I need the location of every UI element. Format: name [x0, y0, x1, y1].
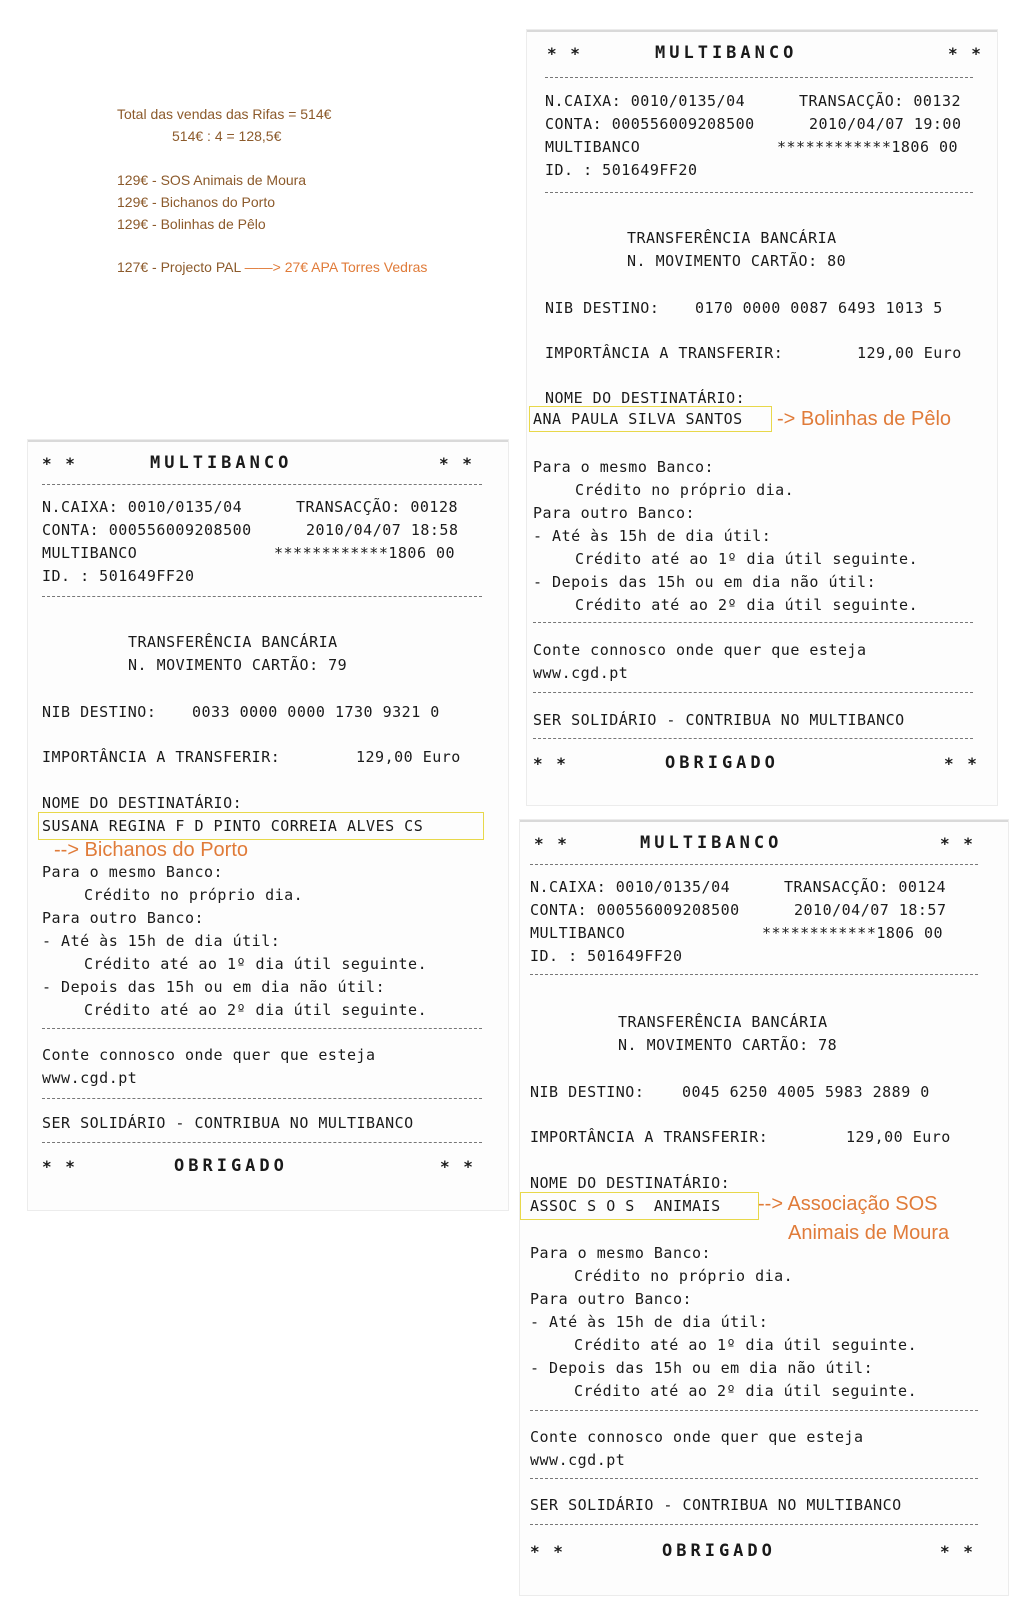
recipient-annotation: --> Associação SOS: [758, 1193, 938, 1215]
recipient-label: NOME DO DESTINATÁRIO:: [42, 794, 243, 812]
movement-number: N. MOVIMENTO CARTÃO: 79: [128, 656, 348, 674]
bank-title: MULTIBANCO: [655, 43, 798, 63]
same-bank-credit: Crédito no próprio dia.: [575, 481, 795, 499]
after-15h: - Depois das 15h ou em dia não útil:: [533, 573, 877, 591]
receipt-edge: [28, 440, 508, 442]
movement-number: N. MOVIMENTO CARTÃO: 80: [627, 252, 847, 270]
credit-next-day: Crédito até ao 1º dia útil seguinte.: [574, 1336, 918, 1354]
stars-left: * *: [534, 834, 569, 853]
note-item-sos: 129€ - SOS Animais de Moura: [117, 172, 307, 188]
note-item-pal: [117, 259, 427, 275]
note-item-bolinhas: 129€ - Bolinhas de Pêlo: [117, 216, 266, 232]
nib-value: 0170 0000 0087 6493 1013 5: [695, 299, 943, 317]
same-bank-credit: Crédito no próprio dia.: [574, 1267, 794, 1285]
bank-title: MULTIBANCO: [640, 833, 783, 853]
same-bank-label: Para o mesmo Banco:: [530, 1244, 712, 1262]
divider: [545, 192, 973, 193]
account-line: CONTA: 000556009208500: [42, 521, 252, 539]
multibanco-line: MULTIBANCO: [42, 544, 138, 562]
receipt-edge: [527, 30, 997, 32]
credit-second-day: Crédito até ao 2º dia útil seguinte.: [84, 1001, 428, 1019]
divider: [530, 974, 978, 975]
nib-label: NIB DESTINO:: [530, 1083, 645, 1101]
divider: [545, 77, 973, 78]
transaction-number: TRANSACÇÃO: 00132: [799, 92, 962, 110]
multibanco-line: MULTIBANCO: [530, 924, 626, 942]
caixa-line: N.CAIXA: 0010/0135/04: [530, 878, 731, 896]
recipient-annotation-line-2: Animais de Moura: [788, 1222, 950, 1244]
solidario-line: SER SOLIDÁRIO - CONTRIBUA NO MULTIBANCO: [533, 711, 905, 729]
contact-line: Conte connosco onde quer que esteja: [533, 641, 867, 659]
divider: [42, 1098, 482, 1099]
movement-number: N. MOVIMENTO CARTÃO: 78: [618, 1036, 838, 1054]
receipt-transaction-00128: [28, 440, 508, 1210]
until-15h: - Até às 15h de dia útil:: [533, 527, 772, 545]
website: www.cgd.pt: [42, 1069, 138, 1087]
credit-next-day: Crédito até ao 1º dia útil seguinte.: [575, 550, 919, 568]
transaction-datetime: 2010/04/07 19:00: [809, 115, 962, 133]
nib-label: NIB DESTINO:: [545, 299, 660, 317]
transfer-title: TRANSFERÊNCIA BANCÁRIA: [618, 1013, 828, 1031]
transfer-title: TRANSFERÊNCIA BANCÁRIA: [627, 229, 837, 247]
pal-label: 127€ - Projecto PAL: [117, 259, 241, 275]
transaction-datetime: 2010/04/07 18:58: [306, 521, 459, 539]
account-line: CONTA: 000556009208500: [530, 901, 740, 919]
divider: [42, 596, 482, 597]
divider: [530, 1478, 978, 1479]
stars-left: * *: [42, 454, 77, 473]
divider: [42, 484, 482, 485]
until-15h: - Até às 15h de dia útil:: [42, 932, 281, 950]
stars-left: * *: [533, 754, 568, 773]
contact-line: Conte connosco onde quer que esteja: [42, 1046, 376, 1064]
divider: [42, 1142, 482, 1143]
solidario-line: SER SOLIDÁRIO - CONTRIBUA NO MULTIBANCO: [530, 1496, 902, 1514]
divider: [530, 1410, 978, 1411]
nib-value: 0045 6250 4005 5983 2889 0: [682, 1083, 930, 1101]
recipient-name: SUSANA REGINA F D PINTO CORREIA ALVES CS: [42, 817, 424, 835]
stars-left: * *: [547, 44, 582, 63]
same-bank-label: Para o mesmo Banco:: [42, 863, 224, 881]
other-bank-label: Para outro Banco:: [42, 909, 205, 927]
same-bank-credit: Crédito no próprio dia.: [84, 886, 304, 904]
bank-title: MULTIBANCO: [150, 453, 293, 473]
stars-right: * *: [439, 454, 474, 473]
divider: [530, 1524, 978, 1525]
recipient-name: ANA PAULA SILVA SANTOS: [533, 410, 743, 428]
recipient-label: NOME DO DESTINATÁRIO:: [530, 1174, 731, 1192]
total-sales-line: Total das vendas das Rifas = 514€: [117, 106, 332, 122]
pal-arrow-note: ——> 27€ APA Torres Vedras: [244, 259, 428, 275]
transaction-number: TRANSACÇÃO: 00124: [784, 878, 947, 896]
nib-value: 0033 0000 0000 1730 9321 0: [192, 703, 440, 721]
recipient-annotation: --> Bichanos do Porto: [54, 839, 248, 861]
website: www.cgd.pt: [533, 664, 629, 682]
stars-right: * *: [440, 1157, 475, 1176]
id-line: ID. : 501649FF20: [42, 567, 195, 585]
amount-value: 129,00 Euro: [857, 344, 962, 362]
stars-right: * *: [948, 44, 983, 63]
card-mask: ************1806 00: [762, 924, 944, 942]
multibanco-line: MULTIBANCO: [545, 138, 641, 156]
receipt-transaction-00132: [527, 30, 997, 805]
recipient-name: ASSOC S O S ANIMAIS: [530, 1197, 721, 1215]
nib-label: NIB DESTINO:: [42, 703, 157, 721]
amount-value: 129,00 Euro: [846, 1128, 951, 1146]
receipt-transaction-00124: [520, 820, 1008, 1595]
stars-left: * *: [42, 1157, 77, 1176]
note-item-bichanos: 129€ - Bichanos do Porto: [117, 194, 275, 210]
divider: [533, 738, 973, 739]
transfer-title: TRANSFERÊNCIA BANCÁRIA: [128, 633, 338, 651]
divider: [530, 864, 978, 865]
divider: [533, 692, 973, 693]
stars-right: * *: [944, 754, 979, 773]
thanks-label: OBRIGADO: [174, 1156, 288, 1176]
account-line: CONTA: 000556009208500: [545, 115, 755, 133]
division-line: 514€ : 4 = 128,5€: [172, 128, 282, 144]
id-line: ID. : 501649FF20: [530, 947, 683, 965]
amount-label: IMPORTÂNCIA A TRANSFERIR:: [42, 748, 281, 766]
credit-second-day: Crédito até ao 2º dia útil seguinte.: [574, 1382, 918, 1400]
after-15h: - Depois das 15h ou em dia não útil:: [42, 978, 386, 996]
recipient-label: NOME DO DESTINATÁRIO:: [545, 389, 746, 407]
thanks-label: OBRIGADO: [665, 753, 779, 773]
receipt-edge: [520, 820, 1008, 822]
credit-second-day: Crédito até ao 2º dia útil seguinte.: [575, 596, 919, 614]
other-bank-label: Para outro Banco:: [530, 1290, 693, 1308]
until-15h: - Até às 15h de dia útil:: [530, 1313, 769, 1331]
amount-label: IMPORTÂNCIA A TRANSFERIR:: [545, 344, 784, 362]
credit-next-day: Crédito até ao 1º dia útil seguinte.: [84, 955, 428, 973]
caixa-line: N.CAIXA: 0010/0135/04: [42, 498, 243, 516]
contact-line: Conte connosco onde quer que esteja: [530, 1428, 864, 1446]
id-line: ID. : 501649FF20: [545, 161, 698, 179]
card-mask: ************1806 00: [777, 138, 959, 156]
stars-right: * *: [940, 834, 975, 853]
other-bank-label: Para outro Banco:: [533, 504, 696, 522]
same-bank-label: Para o mesmo Banco:: [533, 458, 715, 476]
divider: [533, 622, 973, 623]
solidario-line: SER SOLIDÁRIO - CONTRIBUA NO MULTIBANCO: [42, 1114, 414, 1132]
caixa-line: N.CAIXA: 0010/0135/04: [545, 92, 746, 110]
after-15h: - Depois das 15h ou em dia não útil:: [530, 1359, 874, 1377]
transaction-number: TRANSACÇÃO: 00128: [296, 498, 459, 516]
stars-right: * *: [940, 1542, 975, 1561]
thanks-label: OBRIGADO: [662, 1541, 776, 1561]
stars-left: * *: [530, 1542, 565, 1561]
card-mask: ************1806 00: [274, 544, 456, 562]
transaction-datetime: 2010/04/07 18:57: [794, 901, 947, 919]
recipient-annotation: -> Bolinhas de Pêlo: [777, 408, 952, 430]
divider: [42, 1028, 482, 1029]
amount-value: 129,00 Euro: [356, 748, 461, 766]
amount-label: IMPORTÂNCIA A TRANSFERIR:: [530, 1128, 769, 1146]
website: www.cgd.pt: [530, 1451, 626, 1469]
